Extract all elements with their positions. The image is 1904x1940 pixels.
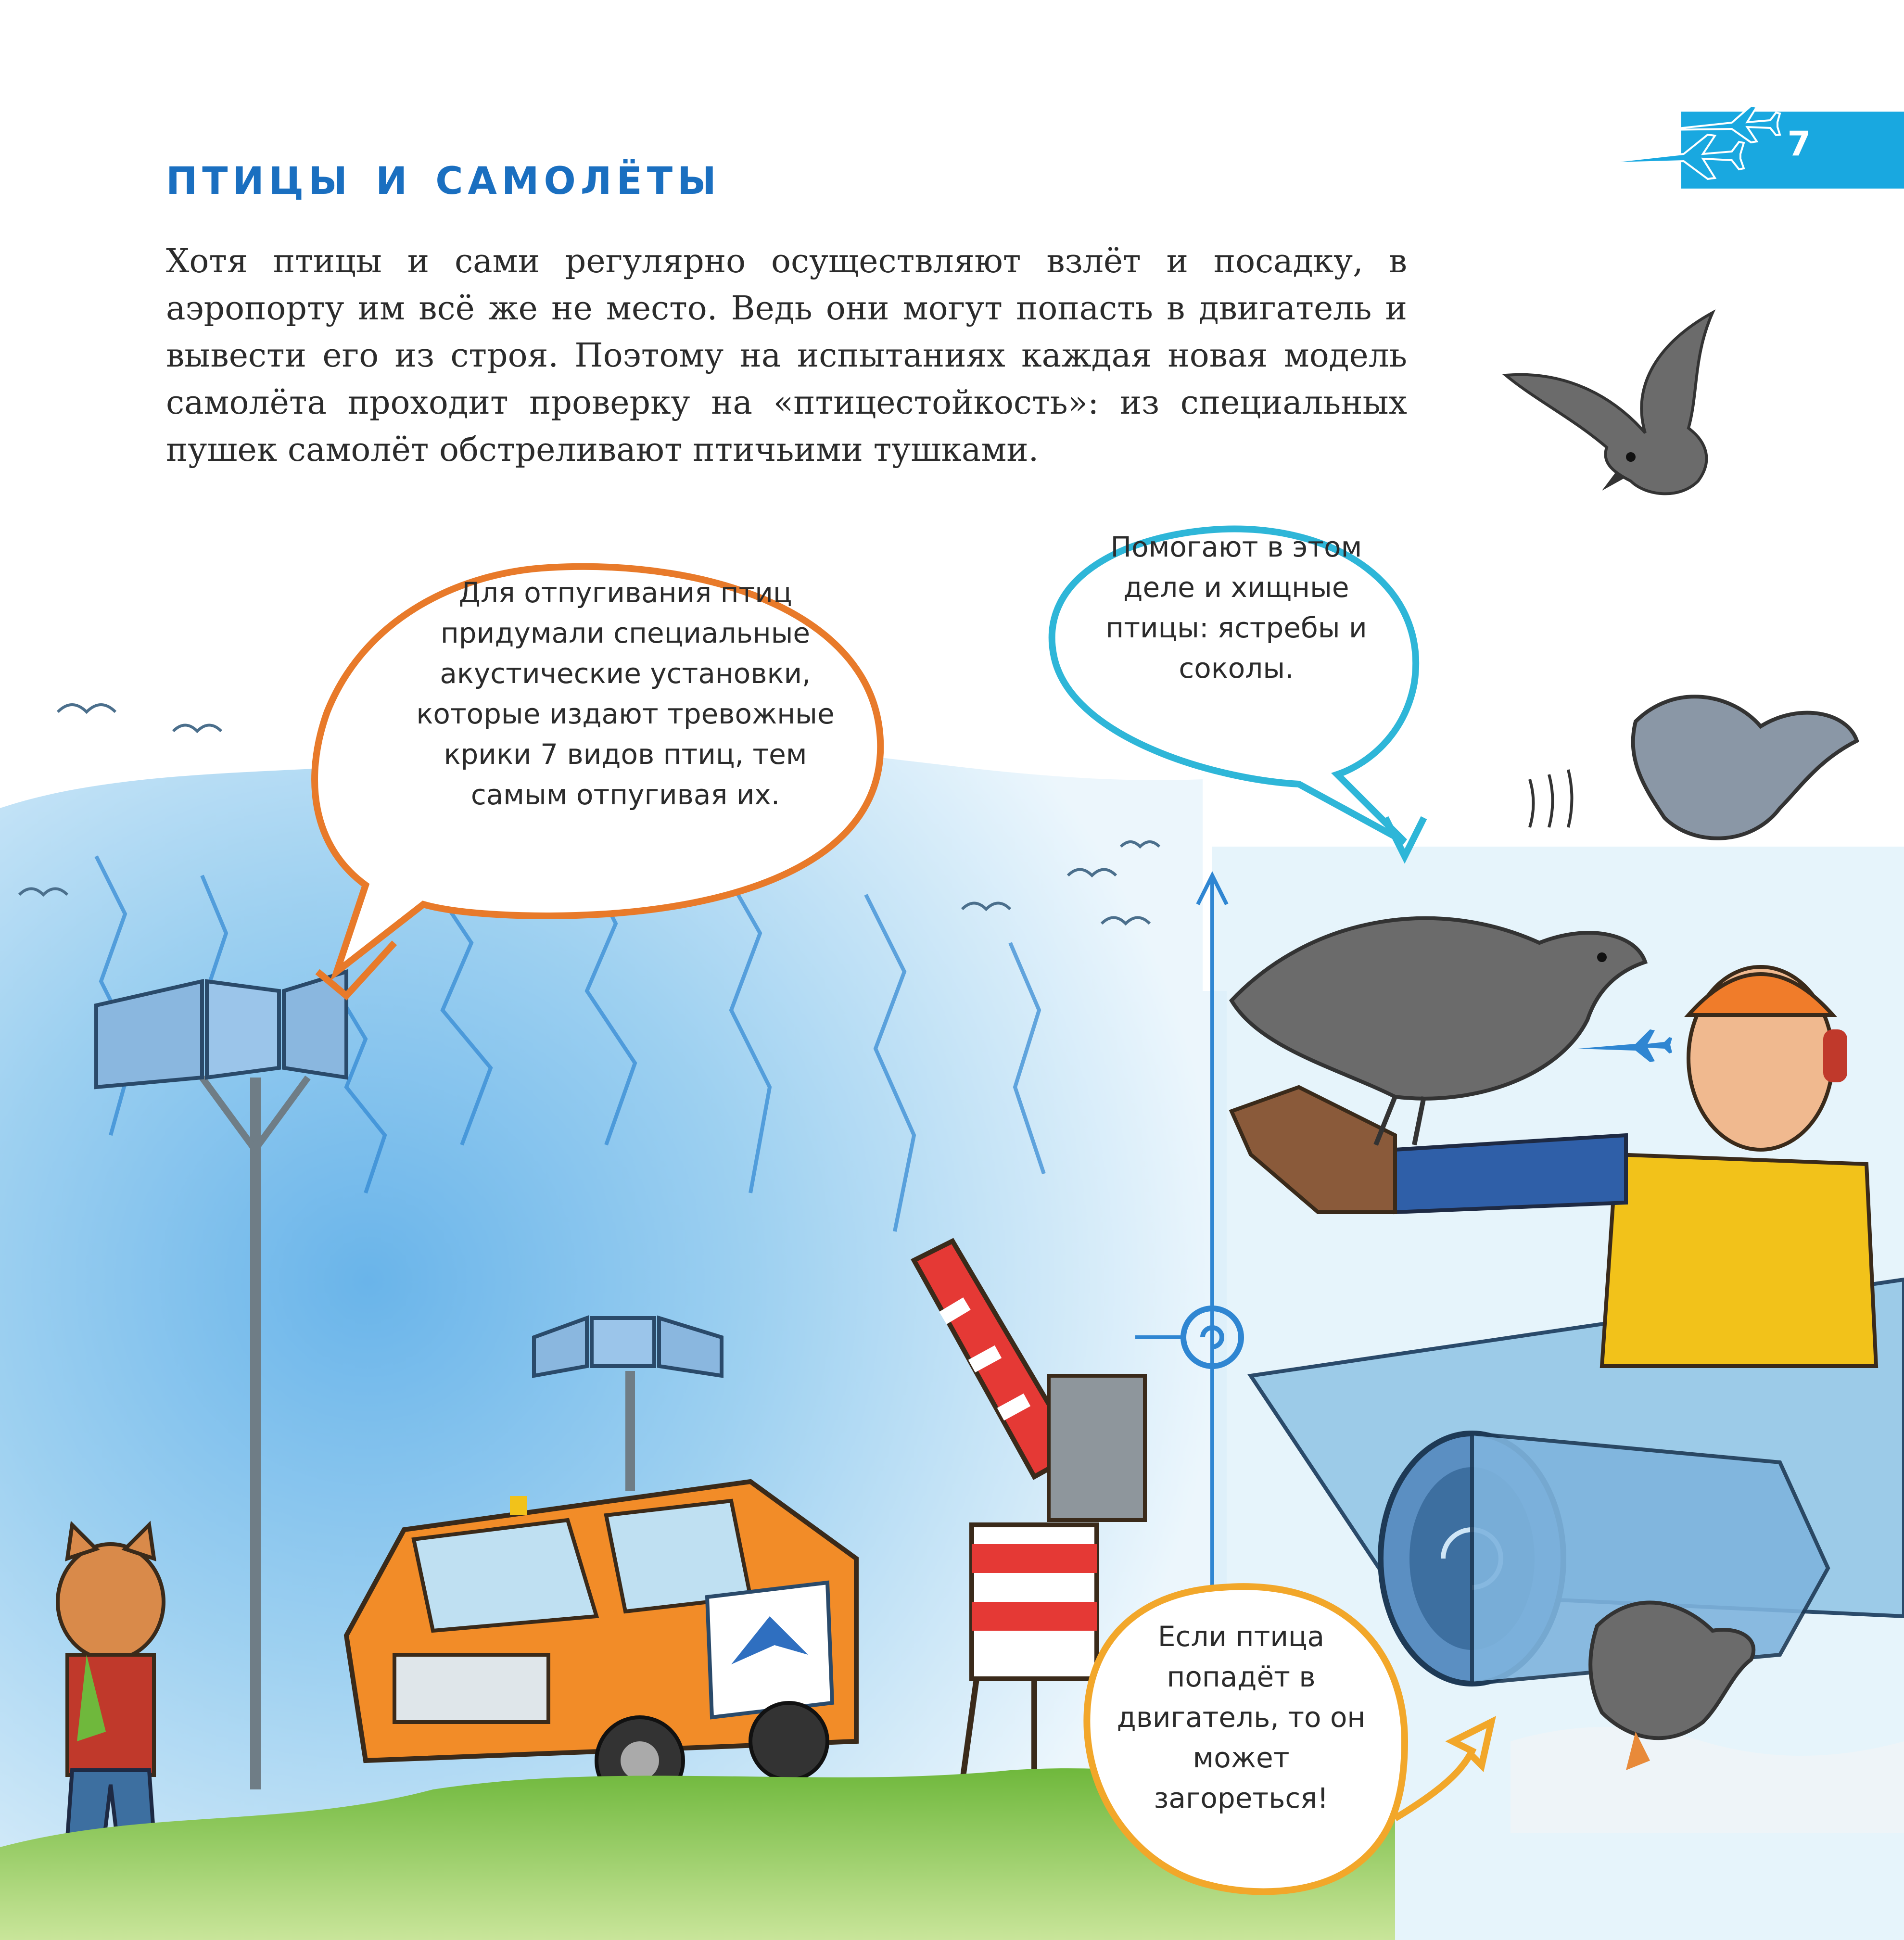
page-number: 7 [1787,124,1811,164]
intro-paragraph: Хотя птицы и сами регулярно осуществляют взлёт и посадку, в аэропорту им всё же не место. Ведь они могут попасть в двигатель и вывести его из строя. Поэтому на испытаниях каждая новая модель самолёта проходит проверку на «птицестойкость»: из специальных пушек самолёт обстреливают птичьими тушками. [166,242,1407,469]
page-title: птицы и самолёты [166,144,721,207]
startled-bird [1530,697,1857,838]
bubble-text-acoustic: Для отпугивания птиц придумали специальные акустические установки, которые издают тревожные крики 7 видов птиц, тем самым отпугивая их. [416,576,835,811]
bubble-text-raptors: Помогают в этом деле и хищные птицы: ястребы и соколы. [1105,531,1367,685]
airplane-icon [1587,82,1790,207]
crow-icon [1486,298,1833,520]
bubble-text-engine: Если птица попадёт в двигатель, то он может загореться! [1117,1620,1366,1814]
illustration-scene [0,510,1904,1940]
